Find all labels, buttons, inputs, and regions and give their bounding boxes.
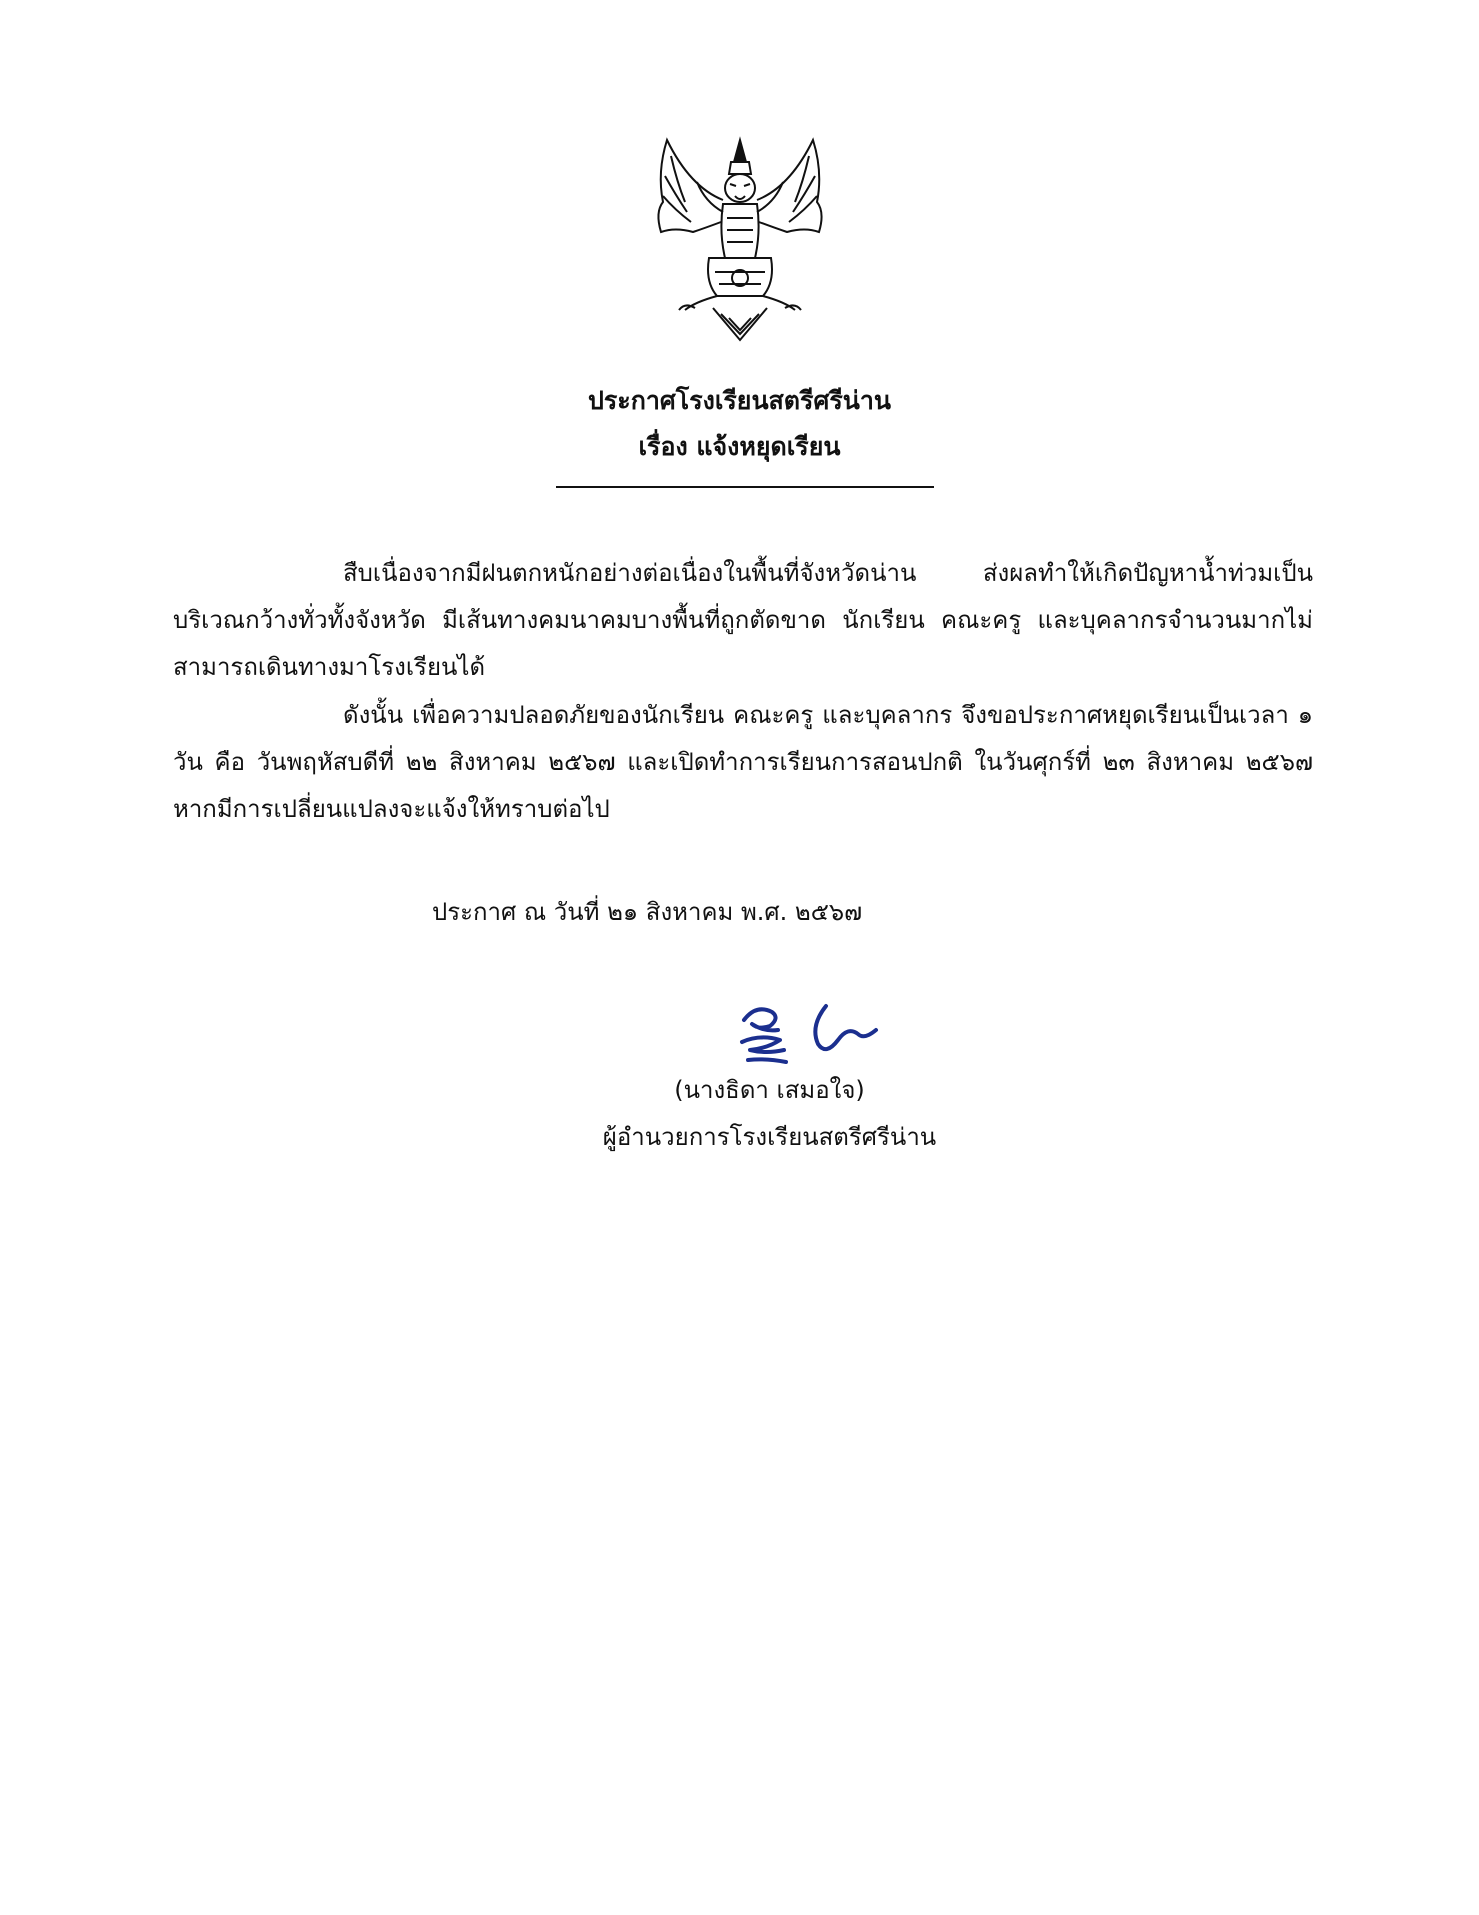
announcement-date: ประกาศ ณ วันที่ ๒๑ สิงหาคม พ.ศ. ๒๕๖๗ xyxy=(432,898,863,926)
handwritten-signature xyxy=(734,1000,884,1068)
announcement-title: ประกาศโรงเรียนสตรีศรีน่าน xyxy=(588,386,891,415)
paragraph-text: ดังนั้น เพื่อความปลอดภัยของนักเรียน คณะครู และบุคลากร จึงขอประกาศหยุดเรียนเป็นเวลา ๑ วัน คือ วันพฤหัสบดีที่ ๒๒ สิงหาคม ๒๕๖๗ และเปิดทำการเรียนการสอนปกติ ในวันศุกร์ที่ ๒๓ สิงหาคม ๒๕๖๗ หากมีการเปลี่ยนแปลงจะแจ้งให้ทราบต่อไป xyxy=(173,701,1313,823)
title-underline xyxy=(556,486,934,488)
body-paragraph-2 xyxy=(173,692,1313,833)
signatory-position: ผู้อำนวยการโรงเรียนสตรีศรีน่าน xyxy=(602,1123,937,1151)
body-paragraph-1 xyxy=(173,550,1313,691)
garuda-emblem-icon xyxy=(635,132,845,347)
signatory-name: (นางธิดา เสมอใจ) xyxy=(674,1076,865,1104)
announcement-subject: เรื่อง แจ้งหยุดเรียน xyxy=(638,432,841,461)
paragraph-text: สืบเนื่องจากมีฝนตกหนักอย่างต่อเนื่องในพื้นที่จังหวัดน่าน ส่งผลทำให้เกิดปัญหาน้ำท่วมเป็นบริเวณกว้างทั่วทั้งจังหวัด มีเส้นทางคมนาคมบางพื้นที่ถูกตัดขาด นักเรียน คณะครู และบุคลากรจำนวนมากไม่สามารถเดินทางมาโรงเรียนได้ xyxy=(173,559,1313,681)
